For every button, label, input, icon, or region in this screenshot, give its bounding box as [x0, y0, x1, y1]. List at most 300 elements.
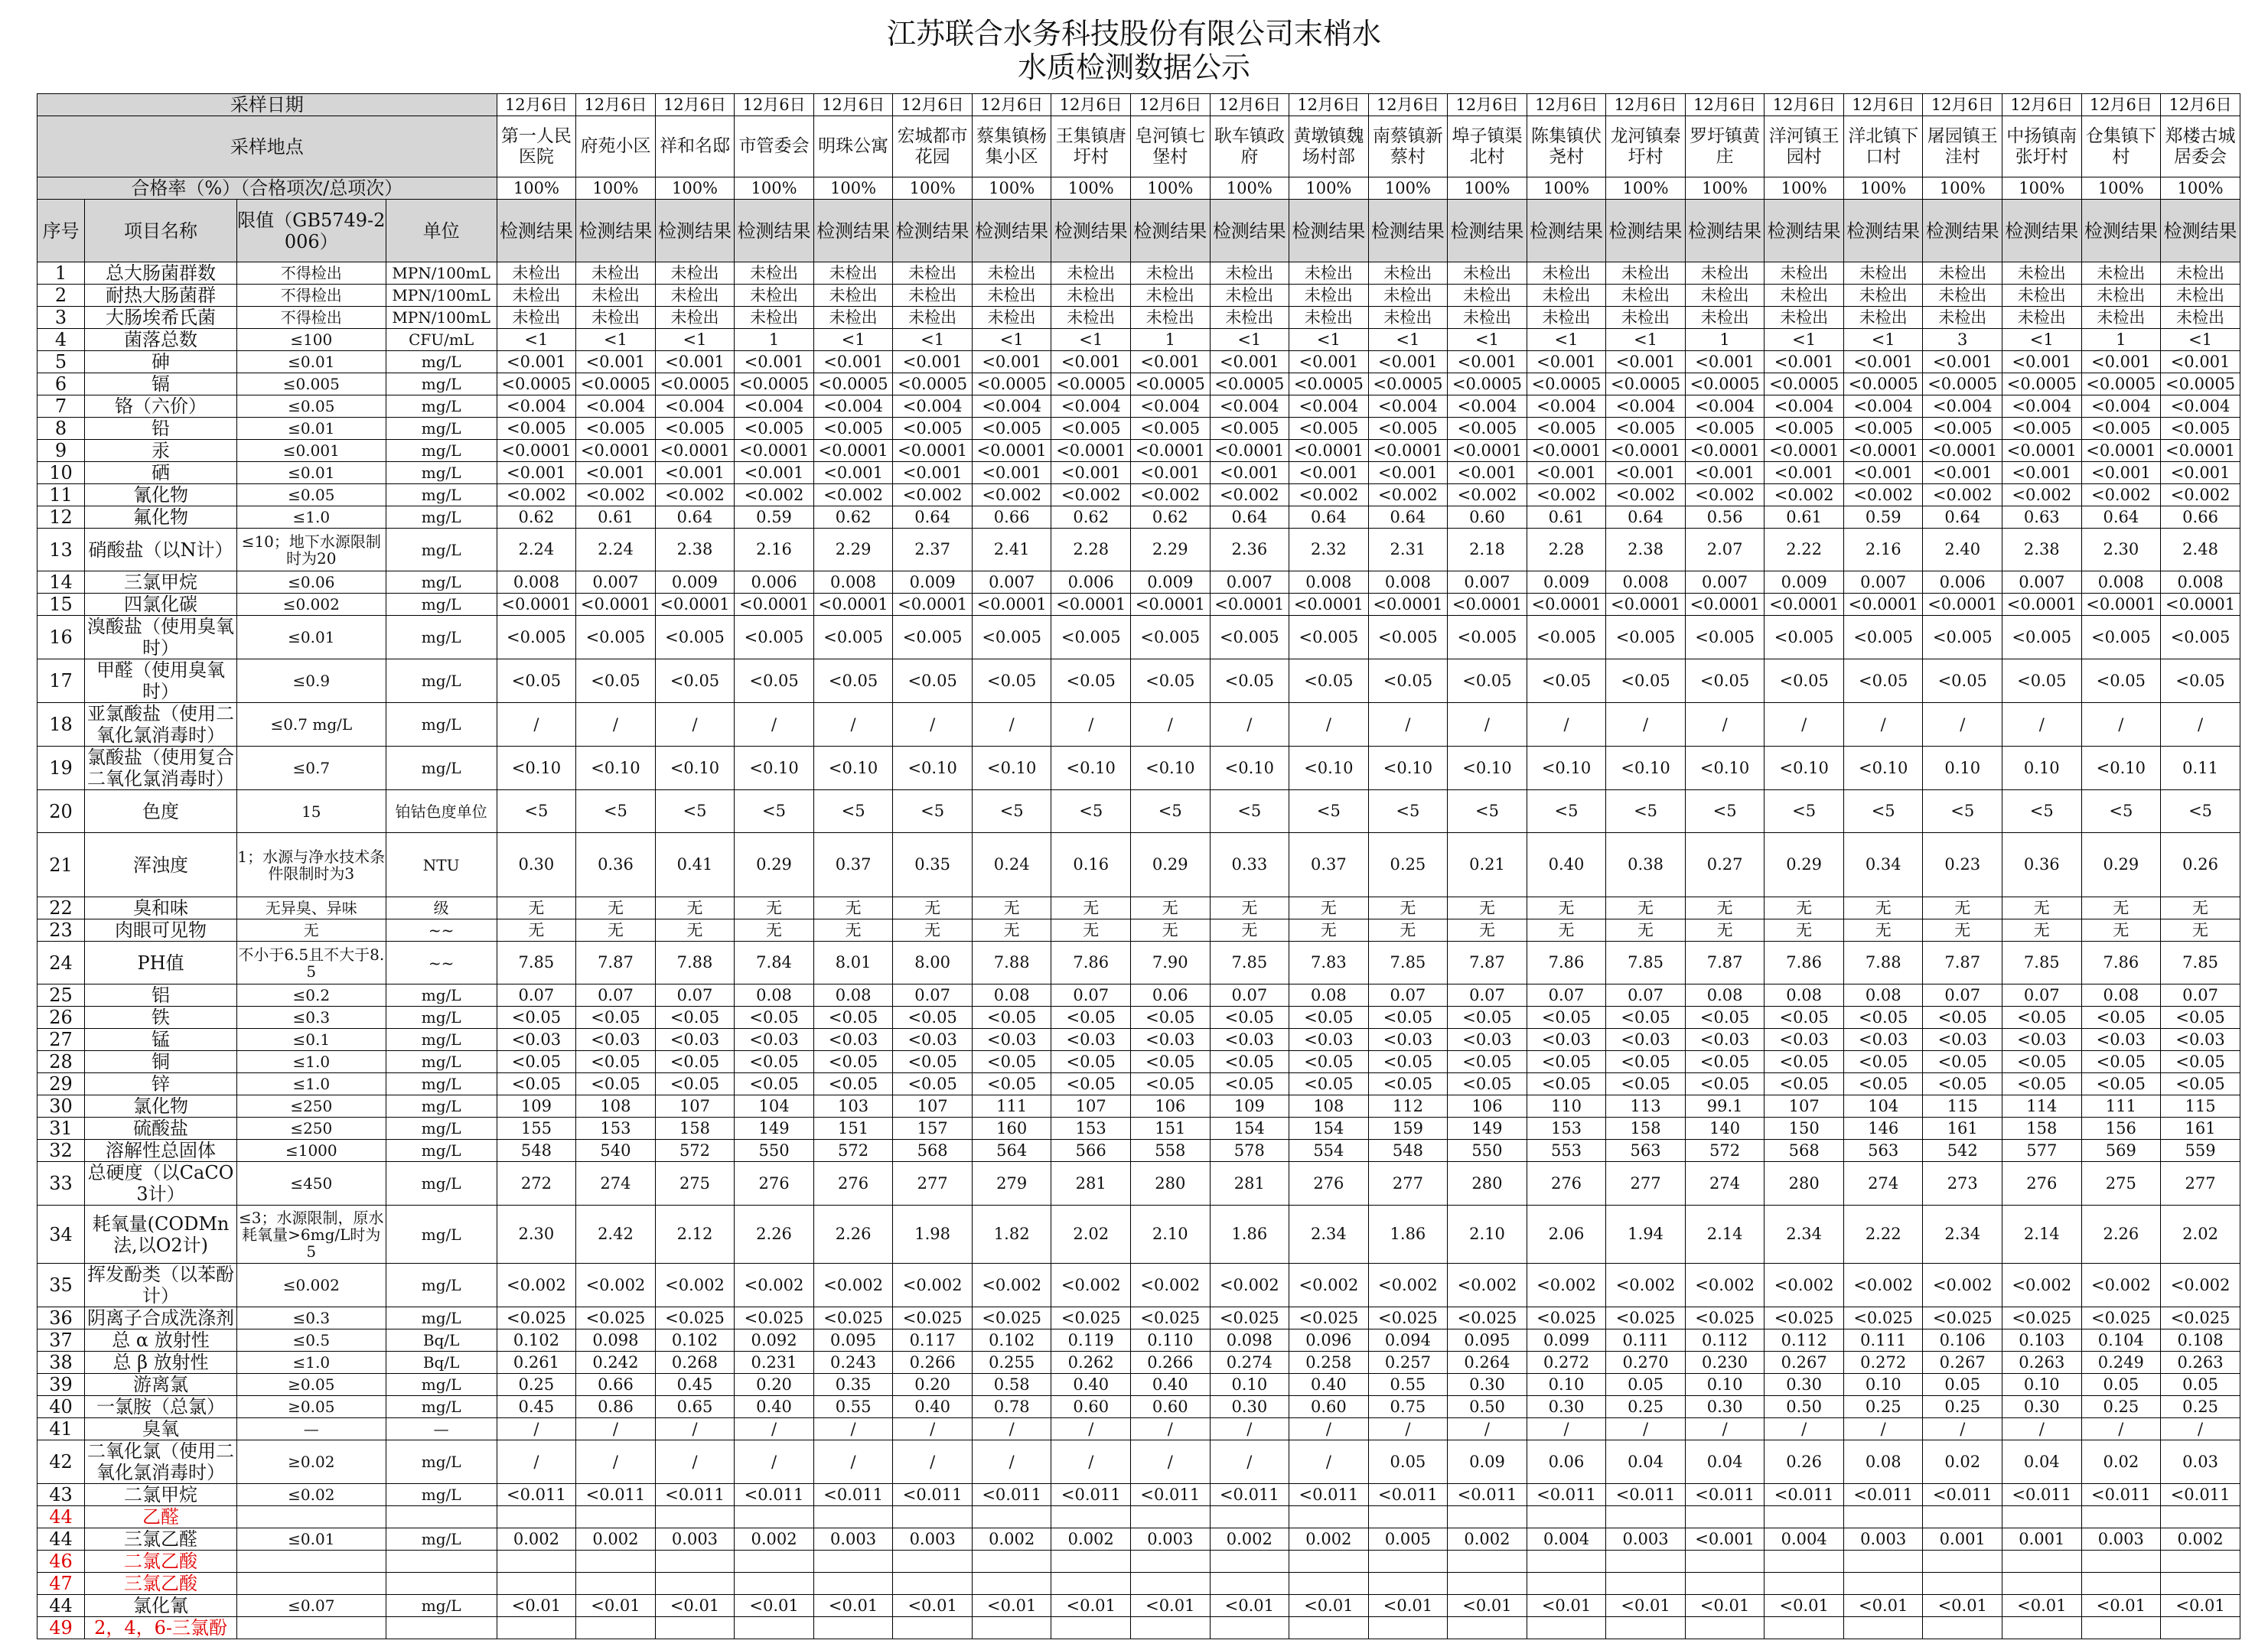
result-value: <0.05 — [813, 659, 893, 703]
result-value: <0.005 — [1051, 616, 1131, 659]
result-value: / — [1765, 703, 1844, 747]
sample-site-name: 南蔡镇新蔡村 — [1368, 116, 1448, 177]
result-value: <0.011 — [813, 1484, 893, 1506]
result-value: <0.025 — [1765, 1307, 1844, 1329]
result-value: <0.05 — [497, 1007, 576, 1029]
result-value: 276 — [1289, 1162, 1369, 1206]
item-name: 二氯甲烷 — [85, 1484, 237, 1506]
sample-site-name: 府苑小区 — [576, 116, 656, 177]
result-value: <0.05 — [1765, 1073, 1844, 1095]
result-value: 0.111 — [1843, 1329, 1923, 1352]
table-row — [37, 506, 2240, 529]
result-value: <0.01 — [1527, 1595, 1606, 1617]
result-value: <0.005 — [1843, 418, 1923, 440]
table-row — [37, 1595, 2240, 1617]
result-value: <0.005 — [2002, 418, 2082, 440]
result-value: 0.07 — [1368, 984, 1448, 1007]
result-value: <0.025 — [813, 1307, 893, 1329]
result-value: <0.01 — [1368, 1595, 1448, 1617]
result-value: 0.07 — [1448, 984, 1527, 1007]
result-value: / — [2081, 703, 2161, 747]
result-value: 2.37 — [893, 529, 973, 571]
result-value: 104 — [1843, 1095, 1923, 1118]
table-row — [37, 373, 2240, 395]
result-header: 检测结果 — [893, 200, 973, 262]
result-value: 158 — [2002, 1118, 2082, 1140]
result-value: 0.008 — [1606, 571, 1686, 594]
result-value: <0.002 — [2081, 484, 2161, 506]
unit-value: mg/L — [386, 440, 497, 462]
result-value — [1289, 1617, 1369, 1639]
result-value: <1 — [1606, 329, 1686, 351]
result-value: <0.025 — [1289, 1307, 1369, 1329]
result-value: <0.0001 — [1765, 594, 1844, 616]
result-value: 106 — [1448, 1095, 1527, 1118]
result-value: <1 — [972, 329, 1051, 351]
result-value: 未检出 — [497, 262, 576, 285]
result-value: <0.05 — [735, 659, 814, 703]
limit-value: ≤0.01 — [236, 418, 386, 440]
result-value: 0.06 — [1527, 1440, 1606, 1484]
result-value: <0.0001 — [1051, 440, 1131, 462]
result-value — [972, 1573, 1051, 1595]
result-value — [1527, 1573, 1606, 1595]
result-value: <0.10 — [972, 747, 1051, 790]
result-value: 0.27 — [1685, 833, 1765, 897]
item-name: 耐热大肠菌群 — [85, 285, 237, 307]
result-value: <0.05 — [1765, 659, 1844, 703]
result-value: 0.40 — [1051, 1374, 1131, 1396]
result-value: 0.50 — [1448, 1396, 1527, 1418]
result-value: 8.01 — [813, 942, 893, 984]
result-value — [2002, 1617, 2082, 1639]
limit-value: ≤0.7 — [236, 747, 386, 790]
result-value: 0.30 — [1685, 1396, 1765, 1418]
result-value: <0.03 — [1765, 1029, 1844, 1051]
result-header: 检测结果 — [1606, 200, 1686, 262]
result-value: / — [735, 1440, 814, 1484]
result-value — [893, 1573, 973, 1595]
item-name: 三氯甲烷 — [85, 571, 237, 594]
result-value: 0.002 — [1289, 1528, 1369, 1551]
result-value: 未检出 — [1765, 262, 1844, 285]
result-value: 无 — [2161, 919, 2240, 942]
result-value: 276 — [735, 1162, 814, 1206]
result-value: <0.05 — [1051, 659, 1131, 703]
sample-site-name: 洋北镇下口村 — [1843, 116, 1923, 177]
table-row — [37, 1073, 2240, 1095]
result-value: <0.05 — [655, 1073, 735, 1095]
result-value: 无 — [1606, 897, 1686, 919]
result-value: <0.005 — [1765, 418, 1844, 440]
result-value — [576, 1573, 656, 1595]
page-title — [0, 17, 2268, 84]
result-value: 无 — [893, 919, 973, 942]
result-value: <5 — [1289, 790, 1369, 833]
result-value: 0.09 — [1448, 1440, 1527, 1484]
result-value: 0.25 — [1843, 1396, 1923, 1418]
result-value: <0.03 — [2081, 1029, 2161, 1051]
result-value: 0.37 — [1289, 833, 1369, 897]
result-value: 0.30 — [497, 833, 576, 897]
result-value: <0.001 — [972, 462, 1051, 484]
pass-rate: 100% — [735, 177, 814, 200]
result-value: <0.0001 — [1210, 594, 1289, 616]
result-value: <0.001 — [1051, 351, 1131, 373]
result-value: <0.01 — [735, 1595, 814, 1617]
row-number: 34 — [37, 1206, 85, 1264]
result-value: <0.0005 — [1051, 373, 1131, 395]
table-row — [37, 1206, 2240, 1264]
result-value: 2.14 — [2002, 1206, 2082, 1264]
result-value: <0.05 — [1923, 659, 2002, 703]
result-value: 0.08 — [972, 984, 1051, 1007]
result-value: 0.07 — [1051, 984, 1131, 1007]
result-value: 280 — [1448, 1162, 1527, 1206]
result-value: <0.05 — [1606, 659, 1686, 703]
result-value: 无 — [735, 919, 814, 942]
unit-value: mg/L — [386, 373, 497, 395]
result-value: 2.24 — [576, 529, 656, 571]
result-value: <0.001 — [1131, 462, 1211, 484]
result-value: 160 — [972, 1118, 1051, 1140]
result-value: 0.003 — [1606, 1528, 1686, 1551]
result-value: <0.025 — [972, 1307, 1051, 1329]
result-value — [972, 1551, 1051, 1573]
result-value: 0.40 — [893, 1396, 973, 1418]
result-value: <0.05 — [1131, 659, 1211, 703]
sample-date: 12月6日 — [576, 94, 656, 116]
result-value: <0.05 — [2081, 1051, 2161, 1073]
result-value — [1368, 1573, 1448, 1595]
sample-site-name: 蔡集镇杨集小区 — [972, 116, 1051, 177]
result-value: <0.05 — [1923, 1007, 2002, 1029]
limit-value: ≤0.1 — [236, 1029, 386, 1051]
sample-site-name: 黄墩镇魏场村部 — [1289, 116, 1369, 177]
result-value: <0.05 — [576, 1007, 656, 1029]
result-value: 99.1 — [1685, 1095, 1765, 1118]
result-value: <0.0005 — [576, 373, 656, 395]
result-value: <0.10 — [735, 747, 814, 790]
result-value: 0.33 — [1210, 833, 1289, 897]
result-value: 0.21 — [1448, 833, 1527, 897]
unit-value: mg/L — [386, 1396, 497, 1418]
result-value: 2.16 — [1843, 529, 1923, 571]
result-value: 7.88 — [1843, 942, 1923, 984]
result-value: 2.32 — [1289, 529, 1369, 571]
result-value: 0.07 — [1606, 984, 1686, 1007]
result-value: <0.001 — [1923, 462, 2002, 484]
result-value: <1 — [1448, 329, 1527, 351]
result-value: 0.30 — [1765, 1374, 1844, 1396]
result-value: <0.025 — [1606, 1307, 1686, 1329]
result-value: 0.267 — [1765, 1352, 1844, 1374]
result-value: <0.01 — [972, 1595, 1051, 1617]
result-value: <0.001 — [655, 351, 735, 373]
unit-value: mg/L — [386, 984, 497, 1007]
sample-date: 12月6日 — [813, 94, 893, 116]
result-value: <0.01 — [655, 1595, 735, 1617]
limit-header: 限值（GB5749-2006） — [236, 200, 386, 262]
result-value: 未检出 — [1210, 307, 1289, 329]
result-value: 0.40 — [1131, 1374, 1211, 1396]
result-value: 7.85 — [497, 942, 576, 984]
result-value: 0.35 — [893, 833, 973, 897]
sample-date: 12月6日 — [1606, 94, 1686, 116]
result-value: 566 — [1051, 1140, 1131, 1162]
result-value: <0.0001 — [1289, 440, 1369, 462]
result-value: <0.0001 — [1923, 440, 2002, 462]
result-value: <0.05 — [1289, 1073, 1369, 1095]
result-value: <0.005 — [972, 616, 1051, 659]
result-value: <0.011 — [1448, 1484, 1527, 1506]
result-value: <0.002 — [497, 1264, 576, 1307]
result-value: 7.83 — [1289, 942, 1369, 984]
result-value: 0.25 — [1923, 1396, 2002, 1418]
result-value: <0.025 — [1527, 1307, 1606, 1329]
result-value — [813, 1573, 893, 1595]
result-value — [1051, 1617, 1131, 1639]
result-value: <0.011 — [1210, 1484, 1289, 1506]
result-value: 2.02 — [1051, 1206, 1131, 1264]
result-value: <0.05 — [893, 1051, 973, 1073]
sample-date: 12月6日 — [893, 94, 973, 116]
result-value: <0.05 — [1685, 659, 1765, 703]
result-value: 0.255 — [972, 1352, 1051, 1374]
result-value: <0.002 — [2002, 484, 2082, 506]
item-name: 铝 — [85, 984, 237, 1007]
result-value: 2.26 — [813, 1206, 893, 1264]
item-name: 菌落总数 — [85, 329, 237, 351]
row-number: 44 — [37, 1506, 85, 1528]
result-value — [576, 1506, 656, 1528]
result-value: <0.03 — [2002, 1029, 2082, 1051]
result-value: 无 — [972, 919, 1051, 942]
result-value: <0.001 — [2002, 351, 2082, 373]
result-value: <0.05 — [1210, 1073, 1289, 1095]
row-number: 23 — [37, 919, 85, 942]
result-value: <0.001 — [893, 462, 973, 484]
result-value: 0.08 — [813, 984, 893, 1007]
result-value: 0.004 — [1527, 1528, 1606, 1551]
result-value: <0.05 — [1368, 1073, 1448, 1095]
result-value: 542 — [1923, 1140, 2002, 1162]
result-value: 0.25 — [1606, 1396, 1686, 1418]
result-value: 0.62 — [813, 506, 893, 529]
result-value — [1685, 1551, 1765, 1573]
result-value — [497, 1617, 576, 1639]
result-value: 0.002 — [576, 1528, 656, 1551]
result-value — [2161, 1573, 2240, 1595]
sample-site-name: 郑楼古城居委会 — [2161, 116, 2240, 177]
result-value: / — [1685, 703, 1765, 747]
result-value: <0.05 — [655, 659, 735, 703]
result-value: <0.001 — [1765, 462, 1844, 484]
result-value: <0.05 — [735, 1007, 814, 1029]
result-value: 0.262 — [1051, 1352, 1131, 1374]
item-name: 二氧化氯（使用二氧化氯消毒时） — [85, 1440, 237, 1484]
result-value: <0.01 — [1606, 1595, 1686, 1617]
result-value: <0.03 — [1527, 1029, 1606, 1051]
row-number: 20 — [37, 790, 85, 833]
unit-value: mg/L — [386, 1264, 497, 1307]
unit-value: mg/L — [386, 506, 497, 529]
result-value: <0.002 — [655, 484, 735, 506]
limit-value: 15 — [236, 790, 386, 833]
result-value: 540 — [576, 1140, 656, 1162]
result-value: 未检出 — [1448, 262, 1527, 285]
result-value: 2.28 — [1051, 529, 1131, 571]
result-value: <5 — [1051, 790, 1131, 833]
result-value: 0.29 — [2081, 833, 2161, 897]
limit-value: ≤1000 — [236, 1140, 386, 1162]
result-value: <0.002 — [1368, 484, 1448, 506]
result-value: <0.0001 — [1131, 440, 1211, 462]
result-value: 273 — [1923, 1162, 2002, 1206]
pass-rate: 100% — [2161, 177, 2240, 200]
result-value — [1606, 1573, 1686, 1595]
sample-site-name: 王集镇唐圩村 — [1051, 116, 1131, 177]
result-value: 2.34 — [1765, 1206, 1844, 1264]
result-value: / — [1289, 1418, 1369, 1440]
result-value: 0.006 — [735, 571, 814, 594]
result-value: / — [972, 1440, 1051, 1484]
result-value: 未检出 — [1051, 262, 1131, 285]
sample-site-row — [37, 116, 2240, 177]
table-row — [37, 285, 2240, 307]
result-value: <0.001 — [1289, 351, 1369, 373]
result-value: <0.011 — [1685, 1484, 1765, 1506]
result-value: 7.86 — [1527, 942, 1606, 984]
result-value: 1.82 — [972, 1206, 1051, 1264]
result-value: 578 — [1210, 1140, 1289, 1162]
result-value: / — [1131, 1418, 1211, 1440]
result-value: <0.0005 — [1210, 373, 1289, 395]
result-value: 7.85 — [2161, 942, 2240, 984]
sample-site-name: 埠子镇渠北村 — [1448, 116, 1527, 177]
item-name: 阴离子合成洗涤剂 — [85, 1307, 237, 1329]
result-value: / — [1131, 703, 1211, 747]
table-row — [37, 790, 2240, 833]
result-value: <0.03 — [1289, 1029, 1369, 1051]
result-value: 0.257 — [1368, 1352, 1448, 1374]
result-value: <1 — [2161, 329, 2240, 351]
result-value: <0.001 — [1685, 1528, 1765, 1551]
unit-value: mg/L — [386, 571, 497, 594]
item-name: 氯酸盐（使用复合二氧化氯消毒时） — [85, 747, 237, 790]
result-value: <0.05 — [1606, 1051, 1686, 1073]
result-value: <0.0001 — [1368, 594, 1448, 616]
result-value: <0.005 — [2002, 616, 2082, 659]
result-value: 1 — [735, 329, 814, 351]
result-value: 0.102 — [972, 1329, 1051, 1352]
result-value — [1843, 1551, 1923, 1573]
item-name: 亚氯酸盐（使用二氧化氯消毒时） — [85, 703, 237, 747]
result-value: <0.001 — [1843, 351, 1923, 373]
result-value — [1606, 1551, 1686, 1573]
result-value: <0.05 — [2002, 1007, 2082, 1029]
result-value: <0.05 — [1131, 1073, 1211, 1095]
result-value: <0.01 — [1051, 1595, 1131, 1617]
result-value: <0.05 — [2161, 659, 2240, 703]
row-number: 31 — [37, 1118, 85, 1140]
result-value — [655, 1573, 735, 1595]
row-number: 13 — [37, 529, 85, 571]
result-header: 检测结果 — [1131, 200, 1211, 262]
result-value: 157 — [893, 1118, 973, 1140]
result-value: <1 — [893, 329, 973, 351]
pass-rate: 100% — [1685, 177, 1765, 200]
result-value — [1051, 1573, 1131, 1595]
result-value: <0.002 — [1923, 1264, 2002, 1307]
result-value: 2.40 — [1923, 529, 2002, 571]
limit-value: ≤0.01 — [236, 616, 386, 659]
result-value: <0.005 — [1606, 418, 1686, 440]
result-value: 158 — [655, 1118, 735, 1140]
result-value: 577 — [2002, 1140, 2082, 1162]
result-value: 2.07 — [1685, 529, 1765, 571]
result-value: <0.0005 — [2081, 373, 2161, 395]
result-value: <0.005 — [972, 418, 1051, 440]
result-value: <0.0001 — [735, 594, 814, 616]
result-value: 未检出 — [1289, 285, 1369, 307]
unit-value: mg/L — [386, 1095, 497, 1118]
row-number: 37 — [37, 1329, 85, 1352]
result-value: 0.60 — [1131, 1396, 1211, 1418]
result-value: 2.34 — [1923, 1206, 2002, 1264]
sample-date: 12月6日 — [1685, 94, 1765, 116]
result-value: 未检出 — [1131, 262, 1211, 285]
result-value: 无 — [1448, 919, 1527, 942]
limit-value: ≥0.02 — [236, 1440, 386, 1484]
item-name: 三氯乙酸 — [85, 1573, 237, 1595]
result-value: <0.002 — [1131, 484, 1211, 506]
result-value: 0.264 — [1448, 1352, 1527, 1374]
result-value: 563 — [1606, 1140, 1686, 1162]
table-row — [37, 984, 2240, 1007]
result-value: 0.16 — [1051, 833, 1131, 897]
result-value — [1210, 1617, 1289, 1639]
sample-date: 12月6日 — [2002, 94, 2082, 116]
result-value: <0.004 — [1843, 395, 1923, 418]
sample-site-name: 皂河镇七堡村 — [1131, 116, 1211, 177]
result-value: 0.009 — [1527, 571, 1606, 594]
result-value: 0.104 — [2081, 1329, 2161, 1352]
table-row — [37, 529, 2240, 571]
result-value: 0.002 — [497, 1528, 576, 1551]
result-value: 0.106 — [1923, 1329, 2002, 1352]
result-value: <5 — [1131, 790, 1211, 833]
result-value: 0.004 — [1765, 1528, 1844, 1551]
row-number: 36 — [37, 1307, 85, 1329]
result-value: 274 — [1685, 1162, 1765, 1206]
result-value: 0.02 — [1923, 1440, 2002, 1484]
result-value: <0.025 — [1368, 1307, 1448, 1329]
result-value: 0.002 — [2161, 1528, 2240, 1551]
result-value: 未检出 — [655, 307, 735, 329]
result-value: 0.66 — [2161, 506, 2240, 529]
result-value: <0.025 — [1051, 1307, 1131, 1329]
result-value: 568 — [1765, 1140, 1844, 1162]
result-value: 0.267 — [1923, 1352, 2002, 1374]
result-value: 568 — [893, 1140, 973, 1162]
result-value: <0.0001 — [972, 440, 1051, 462]
result-value: 0.002 — [1448, 1528, 1527, 1551]
result-value — [1527, 1551, 1606, 1573]
unit-value: mg/L — [386, 659, 497, 703]
result-value: / — [1131, 1440, 1211, 1484]
result-value: <0.10 — [813, 747, 893, 790]
